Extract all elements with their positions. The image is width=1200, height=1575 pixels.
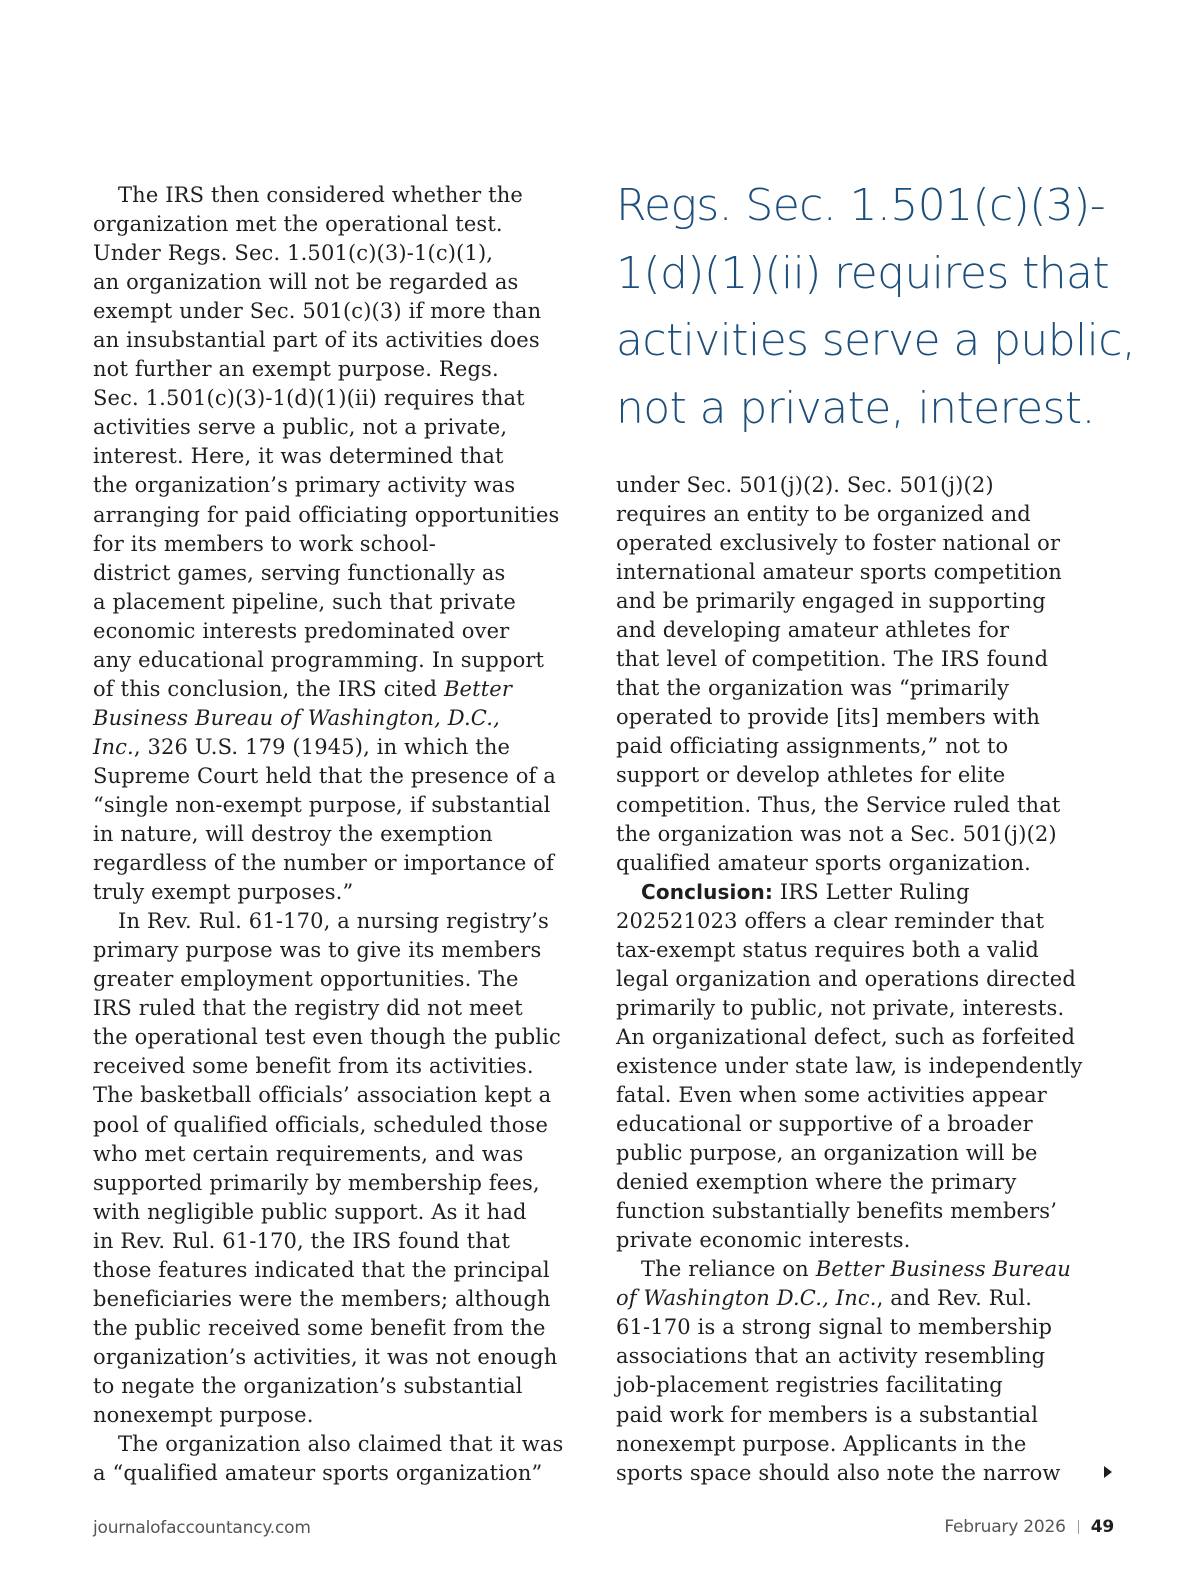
text-line: public purpose, an organization will be: [616, 1141, 1038, 1166]
text-line: regardless of the number or importance of: [93, 851, 555, 876]
text-line: The organization also claimed that it was: [118, 1432, 564, 1457]
text-line: Under Regs. Sec. 1.501(c)(3)-1(c)(1),: [93, 241, 494, 266]
case-citation: Better: [443, 676, 513, 701]
text-line: a “qualified amateur sports organization”: [93, 1461, 543, 1486]
text-line: organization’s activities, it was not enough: [93, 1344, 558, 1369]
text-line: interest. Here, it was determined that: [93, 444, 504, 469]
text-line: any educational programming. In support: [93, 647, 545, 672]
footer-date: February 2026: [944, 1517, 1066, 1537]
case-citation: Better Business Bureau: [815, 1257, 1071, 1282]
text-line: Supreme Court held that the presence of a: [93, 763, 556, 788]
text-line: an organization will not be regarded as: [93, 270, 519, 295]
text-line: paid officiating assignments,” not to: [616, 734, 1009, 759]
paragraph-conclusion: [616, 878, 1106, 1256]
text-line: an insubstantial part of its activities does: [93, 328, 540, 353]
text-line: job-placement registries facilitating: [616, 1373, 1003, 1398]
text-line: “single non-exempt purpose, if substantial: [93, 792, 551, 817]
text-line: requires an entity to be organized and: [616, 502, 1031, 527]
text-line: operated to provide [its] members with: [616, 705, 1041, 730]
text-line: IRS ruled that the registry did not meet: [93, 996, 523, 1021]
text-line: the operational test even though the public: [93, 1025, 561, 1050]
text-line: beneficiaries were the members; although: [93, 1286, 551, 1311]
text-line: fatal. Even when some activities appear: [616, 1082, 1047, 1107]
text-line: organization met the operational test.: [93, 212, 503, 237]
text-line: arranging for paid officiating opportunities: [93, 502, 560, 527]
text-line: a placement pipeline, such that private: [93, 589, 516, 614]
text-line: [616, 878, 1106, 907]
text-line: [616, 1284, 1106, 1313]
text-line: with negligible public support. As it had: [93, 1199, 527, 1224]
right-column: [616, 471, 1106, 1488]
text-line: and developing amateur athletes for: [616, 618, 1010, 643]
text-line: educational or supportive of a broader: [616, 1112, 1033, 1137]
text-segment: , and Rev. Rul.: [876, 1286, 1033, 1311]
paragraph-amateur-sports: [93, 1430, 583, 1488]
text-line: greater employment opportunities. The: [93, 967, 519, 992]
text-line: qualified amateur sports organization.: [616, 850, 1031, 875]
text-line: denied exemption where the primary: [616, 1170, 1017, 1195]
text-line: Sec. 1.501(c)(3)-1(d)(1)(ii) requires that: [93, 386, 525, 411]
text-line: under Sec. 501(j)(2). Sec. 501(j)(2): [616, 473, 994, 497]
text-line: competition. Thus, the Service ruled that: [616, 792, 1061, 817]
text-line: sports space should also note the narrow: [616, 1460, 1061, 1485]
pull-quote: [616, 172, 1136, 442]
pull-quote-line: not a private, interest.: [616, 382, 1095, 434]
text-line: district games, serving functionally as: [93, 560, 506, 585]
text-line: the organization’s primary activity was: [93, 473, 516, 498]
text-line: exempt under Sec. 501(c)(3) if more than: [93, 299, 542, 324]
pull-quote-line: 1(d)(1)(ii) requires that: [616, 247, 1110, 299]
footer-page-info: [944, 1517, 1114, 1537]
text-line: not further an exempt purpose. Regs.: [93, 357, 499, 382]
conclusion-label: Conclusion:: [641, 879, 773, 904]
text-line: paid work for members is a substantial: [616, 1402, 1039, 1427]
text-line: tax-exempt status requires both a valid: [616, 937, 1039, 962]
continue-arrow-icon: [1104, 1466, 1112, 1478]
paragraph-operational-test: [93, 181, 583, 907]
paragraph-reliance: [616, 1255, 1106, 1487]
text-line: function substantially benefits members’: [616, 1199, 1058, 1224]
text-line: primary purpose was to give its members: [93, 938, 542, 963]
footer-divider: [1078, 1520, 1079, 1534]
page-number: 49: [1090, 1517, 1114, 1537]
text-line: The basketball officials’ association kept a: [93, 1083, 552, 1108]
text-line: support or develop athletes for elite: [616, 763, 1006, 788]
text-segment: of this conclusion, the IRS cited: [93, 676, 444, 701]
text-line: to negate the organization’s substantial: [93, 1373, 523, 1398]
text-line: 202521023 offers a clear reminder that: [616, 908, 1045, 933]
paragraph-501j2: [616, 471, 1106, 878]
text-line: legal organization and operations directed: [616, 966, 1076, 991]
pull-quote-line: activities serve a public,: [616, 315, 1136, 366]
left-column: [93, 181, 583, 1488]
text-line: for its members to work school-: [93, 531, 436, 556]
text-line: pool of qualified officials, scheduled those: [93, 1112, 549, 1137]
pull-quote-line: Regs. Sec. 1.501(c)(3)-: [616, 180, 1106, 231]
text-line: In Rev. Rul. 61-170, a nursing registry’s: [118, 909, 549, 934]
text-line: private economic interests.: [616, 1228, 911, 1253]
case-citation: Inc.: [93, 734, 134, 759]
text-line: The IRS then considered whether the: [118, 183, 523, 207]
case-citation: of Washington D.C., Inc.: [616, 1286, 877, 1311]
text-line: [93, 733, 583, 762]
text-line: received some benefit from its activities.: [93, 1054, 534, 1079]
text-line: in Rev. Rul. 61-170, the IRS found that: [93, 1228, 511, 1253]
text-line: the organization was not a Sec. 501(j)(2): [616, 821, 1057, 846]
text-line: An organizational defect, such as forfeited: [616, 1024, 1076, 1049]
text-line: [616, 1255, 1106, 1284]
text-line: activities serve a public, not a private,: [93, 415, 508, 440]
text-line: who met certain requirements, and was: [93, 1141, 524, 1166]
text-line: nonexempt purpose. Applicants in the: [616, 1431, 1027, 1456]
text-line: existence under state law, is independently: [616, 1053, 1083, 1078]
text-line: primarily to public, not private, interests.: [616, 995, 1065, 1020]
text-line: 61-170 is a strong signal to membership: [616, 1315, 1053, 1340]
text-segment: IRS Letter Ruling: [773, 879, 970, 904]
text-line: that level of competition. The IRS found: [616, 647, 1049, 672]
case-citation: Business Bureau of Washington, D.C.,: [93, 705, 500, 730]
text-line: [93, 675, 583, 704]
text-line: international amateur sports competition: [616, 560, 1062, 585]
text-segment: , 326 U.S. 179 (1945), in which the: [133, 734, 511, 759]
text-line: those features indicated that the principal: [93, 1257, 550, 1282]
text-line: in nature, will destroy the exemption: [93, 822, 493, 847]
text-line: operated exclusively to foster national or: [616, 531, 1061, 556]
text-line: nonexempt purpose.: [93, 1402, 314, 1427]
text-line: economic interests predominated over: [93, 618, 510, 643]
text-line: and be primarily engaged in supporting: [616, 589, 1046, 614]
text-line: that the organization was “primarily: [616, 676, 1010, 701]
text-line: the public received some benefit from the: [93, 1315, 546, 1340]
footer-site: journalofaccountancy.com: [93, 1518, 311, 1538]
text-line: truly exempt purposes.”: [93, 880, 354, 905]
text-line: supported primarily by membership fees,: [93, 1170, 540, 1195]
text-line: associations that an activity resembling: [616, 1344, 1046, 1369]
text-segment: The reliance on: [641, 1257, 816, 1282]
paragraph-rev-rul: [93, 907, 583, 1430]
